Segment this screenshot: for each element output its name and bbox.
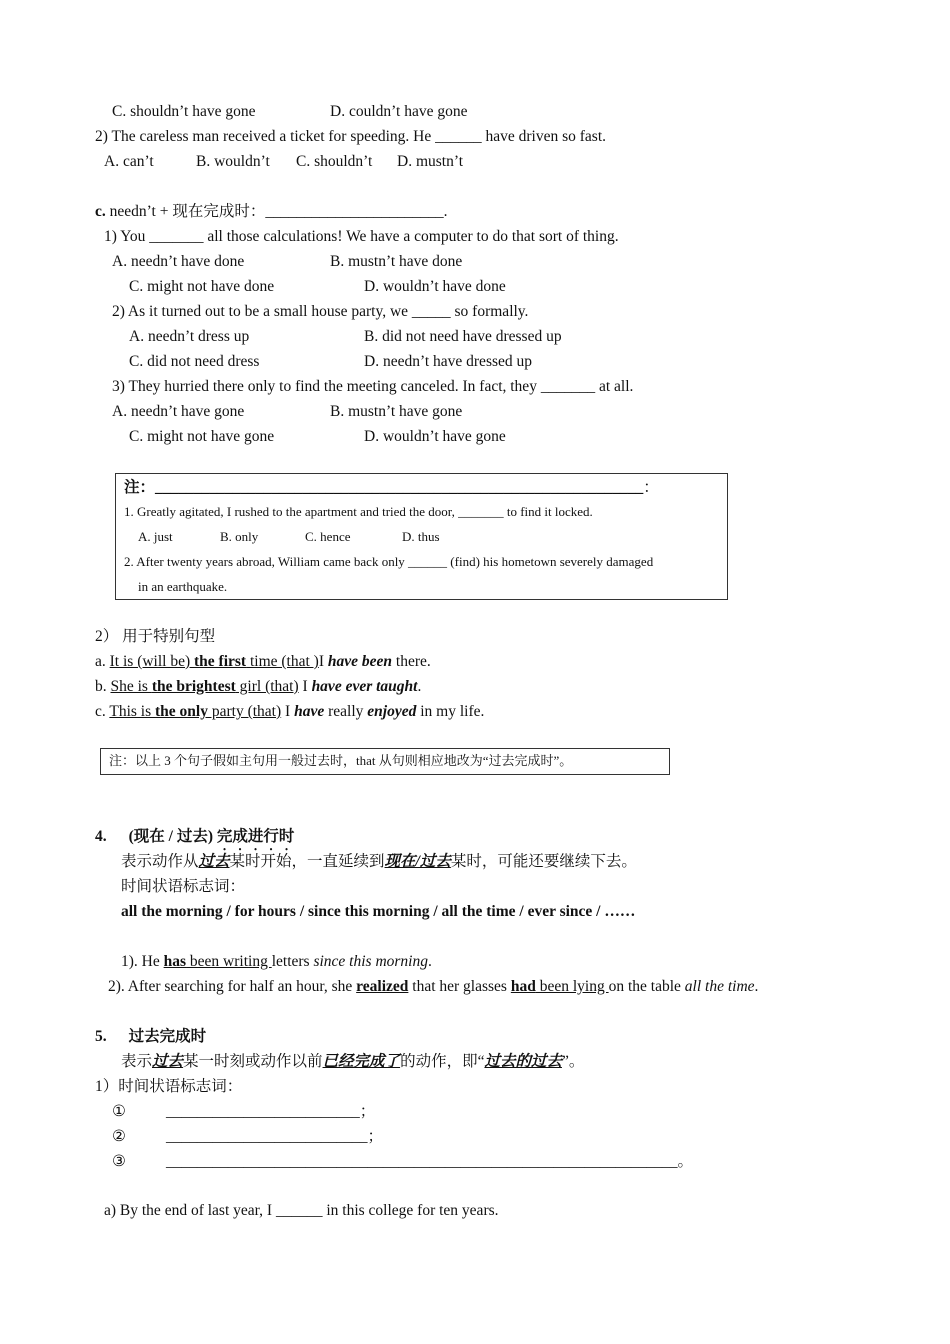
s4-ex2-t2: on the table	[608, 978, 685, 995]
special-heading: 2） 用于特别句型	[95, 628, 216, 645]
s4-ex2-t4: .	[754, 978, 759, 995]
s4-ex1-t2: since this morning	[313, 953, 428, 970]
c-q3-text: 3) They hurried there only to find the meeting canceled. In fact, they _______ at all.	[112, 378, 634, 395]
s5-desc-7: ”。	[561, 1053, 585, 1070]
sentence-b-u2: the brightest	[151, 678, 236, 695]
c-q3-option-a: A. needn’t have gone	[112, 403, 245, 420]
s5-desc-6: 过去的过去	[484, 1053, 562, 1070]
bullet-1-symbol: ①	[112, 1103, 126, 1120]
c-q2-option-c: C. did not need dress	[129, 353, 260, 370]
sentence-c-t4: enjoyed	[367, 703, 417, 720]
note-box-label: 注：	[124, 479, 156, 496]
s4-ex1-u1: has	[163, 953, 187, 970]
s4-desc-3: 某时开始，一直延续到	[229, 853, 385, 870]
c-q1-text: 1) You _______ all those calculations! We have a computer to do that sort of thing.	[104, 228, 619, 245]
prev-q2-option-c: C. shouldn’t	[296, 153, 373, 170]
s4-ex2-t1: that her glasses	[408, 978, 511, 995]
sentence-a-t2: have been	[327, 653, 393, 670]
s4-desc-1: 表示动作从	[121, 853, 199, 870]
section-5-number: 5.	[95, 1028, 107, 1045]
c-q3-option-d: D. wouldn’t have gone	[364, 428, 506, 445]
section-5-description	[121, 1052, 584, 1072]
section-4-marker-label: 时间状语标志词：	[121, 878, 246, 895]
section-4-number: 4.	[95, 828, 107, 845]
sentence-b-underlined	[111, 678, 299, 695]
sentence-a-u2: the first	[194, 653, 247, 670]
c-q2-text: 2) As it turned out to be a small house party, we _____ so formally.	[112, 303, 529, 320]
special-sentence-c	[95, 702, 484, 722]
sentence-b-t3: .	[417, 678, 422, 695]
bullet-2-blank: __________________________；	[166, 1128, 384, 1145]
c-q1-option-b: B. mustn’t have done	[330, 253, 463, 270]
sentence-c-u3: party (that)	[207, 703, 282, 720]
sentence-c-t2: have	[294, 703, 325, 720]
sentence-a-t1: I	[318, 653, 328, 670]
c-q1-option-a: A. needn’t have done	[112, 253, 245, 270]
c-q3-option-c: C. might not have gone	[129, 428, 275, 445]
s4-ex2-t3: all the time	[684, 978, 755, 995]
s5-desc-2: 过去	[152, 1053, 184, 1070]
s4-ex2-u3: been lying	[535, 978, 609, 995]
section-5-marker-label: 1）时间状语标志词：	[95, 1078, 243, 1095]
prev-q2-option-d: D. mustn’t	[397, 153, 464, 170]
section-4-example-2	[108, 977, 758, 997]
c-q2-option-d: D. needn’t have dressed up	[364, 353, 533, 370]
sentence-b-u3: girl (that)	[235, 678, 299, 695]
section-5-heading	[95, 1027, 206, 1047]
sentence-c-u2: the only	[155, 703, 208, 720]
sentence-a-underlined	[110, 653, 319, 670]
c-q3-option-b: B. mustn’t have gone	[330, 403, 463, 420]
bullet-1-blank: _________________________；	[166, 1103, 376, 1120]
sentence-c-underlined	[109, 703, 281, 720]
sentence-c-t1: I	[281, 703, 295, 720]
s4-ex1-underlined	[164, 953, 272, 970]
sentence-b-t2: have ever taught	[311, 678, 418, 695]
s4-ex2-u2: had	[510, 978, 536, 995]
c-q1-option-c: C. might not have done	[129, 278, 275, 295]
prev-q2-text: 2) The careless man received a ticket for speeding. He ______ have driven so fast.	[95, 128, 607, 145]
s4-ex1-u2: been writing	[186, 953, 272, 970]
note-item-1-option-d: D. thus	[402, 529, 440, 544]
sentence-a-u1: It is (will be)	[109, 653, 195, 670]
note-box-blank: _______________________________________________________________	[155, 479, 644, 496]
sentence-a-u3: time (that )	[246, 653, 319, 670]
note-item-2-line-2: in an earthquake.	[138, 579, 228, 594]
sentence-a-prefix: a.	[95, 653, 110, 670]
note-item-1: 1. Greatly agitated, I rushed to the apartment and tried the door, _______ to find it locked.	[124, 504, 593, 519]
section-c-heading-text: needn’t + 现在完成时：_______________________.	[105, 203, 448, 220]
section-4-description	[121, 852, 637, 872]
section-4-heading	[95, 827, 294, 854]
note-box-colon: ：	[643, 479, 659, 496]
section-4-title-emphasis: 完成进行时	[216, 828, 295, 845]
s5-desc-4: 已经完成了	[322, 1053, 401, 1070]
sentence-a-t3: there.	[392, 653, 431, 670]
s4-ex1-t1: letters	[271, 953, 314, 970]
s4-desc-4: 现在/过去	[384, 853, 451, 870]
s4-ex1-prefix: 1). He	[121, 953, 164, 970]
note-item-1-option-c: C. hence	[305, 529, 351, 544]
note-item-1-option-b: B. only	[220, 529, 259, 544]
prev-q2-option-a: A. can’t	[104, 153, 154, 170]
bullet-2-symbol: ②	[112, 1128, 126, 1145]
section-4-example-1	[121, 952, 432, 972]
special-sentence-a	[95, 652, 431, 672]
special-sentence-b	[95, 677, 421, 697]
sentence-c-prefix: c.	[95, 703, 110, 720]
s4-desc-5: 某时，可能还要继续下去。	[450, 853, 637, 870]
c-q2-option-a: A. needn’t dress up	[129, 328, 250, 345]
sentence-b-prefix: b.	[95, 678, 111, 695]
prev-q2-option-b: B. wouldn’t	[196, 153, 270, 170]
s4-ex1-t3: .	[427, 953, 432, 970]
c-q1-option-d: D. wouldn’t have done	[364, 278, 506, 295]
section-4-markers: all the morning / for hours / since this morning / all the time / ever since / ……	[121, 903, 636, 920]
s5-desc-5: 的动作，即“	[400, 1053, 485, 1070]
s4-desc-2: 过去	[198, 853, 230, 870]
section-5-example-a: a) By the end of last year, I ______ in this college for ten years.	[104, 1202, 499, 1219]
note-item-2-line-1: 2. After twenty years abroad, William came back only ______ (find) his hometown severely damaged	[124, 554, 654, 569]
s5-desc-1: 表示	[121, 1053, 153, 1070]
special-note-text: 注：以上 3 个句子假如主句用一般过去时，that 从句则相应地改为“过去完成时”。	[109, 753, 573, 768]
s4-ex2-u1: realized	[356, 978, 409, 995]
prev-q1-option-c: C. shouldn’t have gone	[112, 103, 256, 120]
sentence-b-t1: I	[298, 678, 312, 695]
section-4-title-prefix: (现在 / 过去)	[128, 828, 217, 845]
section-c-heading	[95, 202, 447, 222]
note-item-1-option-a: A. just	[138, 529, 173, 544]
sentence-c-t5: in my life.	[416, 703, 485, 720]
c-q2-option-b: B. did not need have dressed up	[364, 328, 562, 345]
s4-ex2-underlined	[511, 978, 609, 995]
s5-desc-3: 某一时刻或动作以前	[183, 1053, 323, 1070]
s4-ex2-prefix: 2). After searching for half an hour, she	[108, 978, 357, 995]
note-box-heading	[124, 478, 659, 498]
section-5-title: 过去完成时	[128, 1028, 207, 1045]
sentence-c-t3: really	[324, 703, 368, 720]
section-c-letter: c.	[95, 203, 106, 220]
bullet-3-symbol: ③	[112, 1153, 126, 1170]
sentence-c-u1: This is	[109, 703, 156, 720]
sentence-b-u1: She is	[110, 678, 152, 695]
bullet-3-blank: __________________________________________________________________。	[166, 1153, 694, 1170]
prev-q1-option-d: D. couldn’t have gone	[330, 103, 468, 120]
